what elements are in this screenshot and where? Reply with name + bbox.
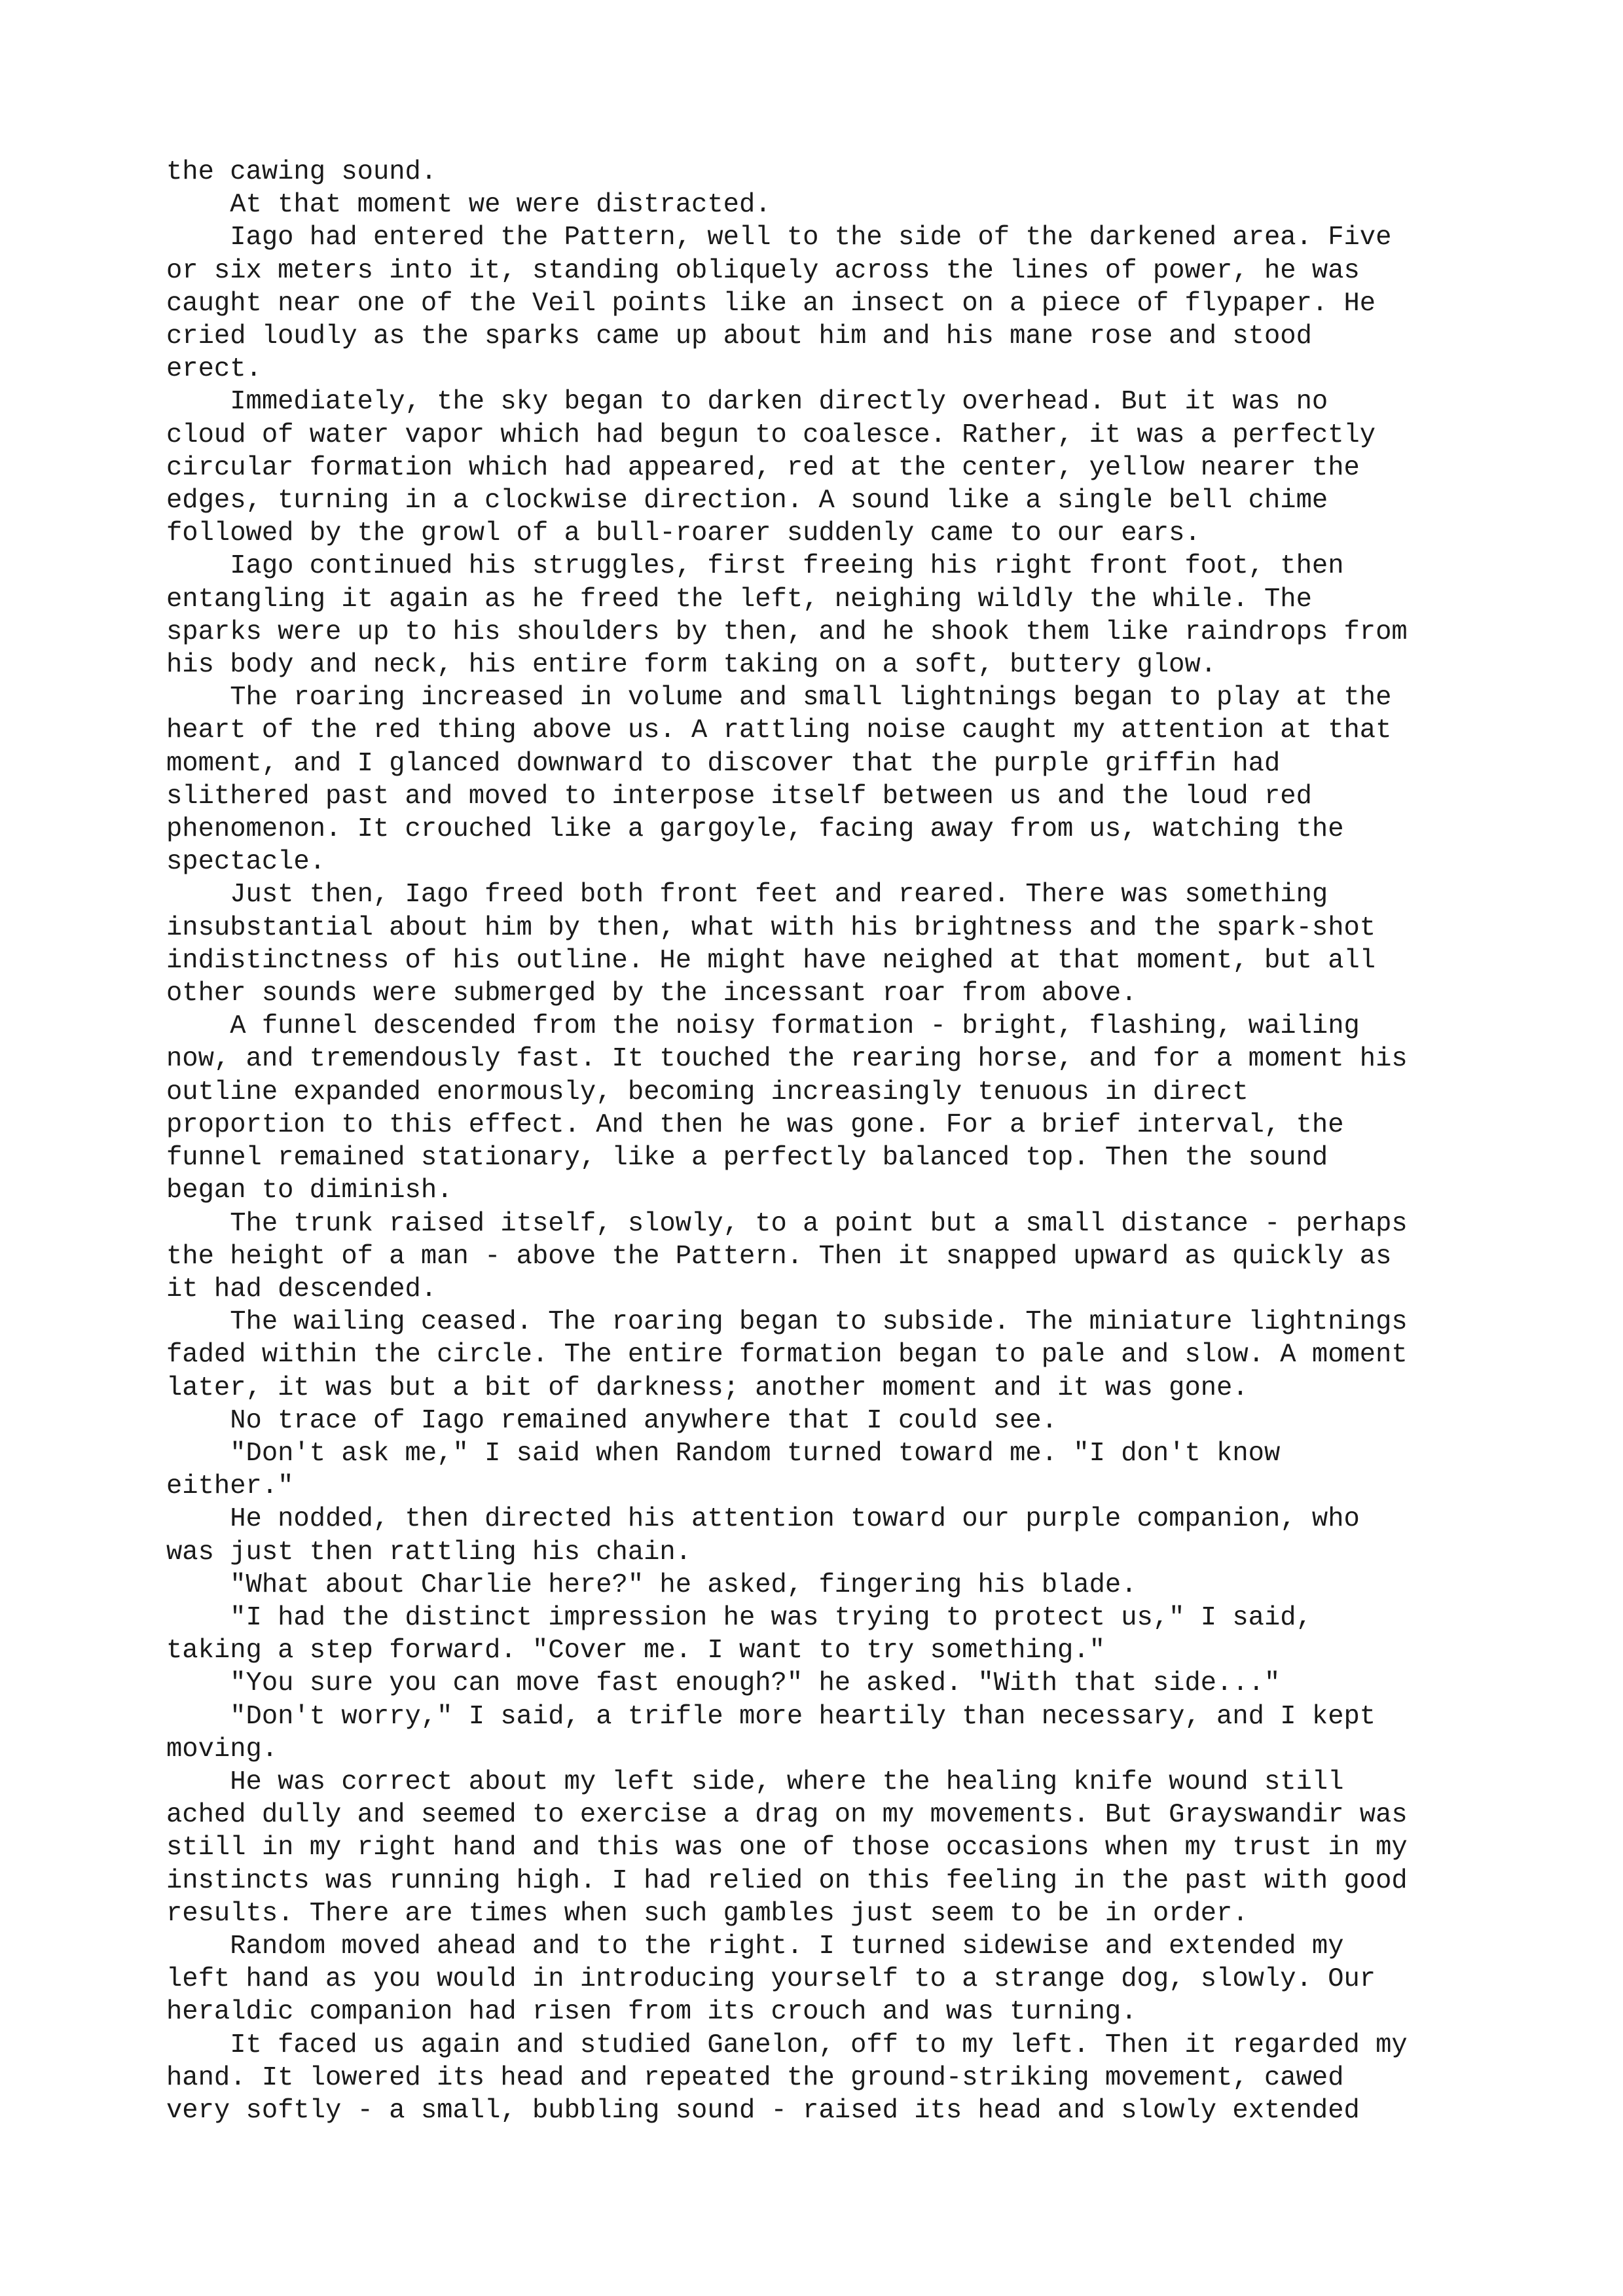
text-line: the height of a man - above the Pattern. Then it snapped upward as quickly as: [166, 1241, 1392, 1272]
text-line: "You sure you can move fast enough?" he asked. "With that side...": [166, 1668, 1281, 1699]
text-line: circular formation which had appeared, red at the center, yellow nearer the: [166, 452, 1360, 483]
text-line: later, it was but a bit of darkness; another moment and it was gone.: [166, 1372, 1249, 1403]
text-line: moving.: [166, 1734, 278, 1765]
text-line: "Don't ask me," I said when Random turned toward me. "I don't know: [166, 1438, 1281, 1469]
text-line: moment, and I glanced downward to discover that the purple griffin had: [166, 748, 1281, 779]
text-line: Iago continued his struggles, first freeing his right front foot, then: [166, 551, 1344, 582]
text-line: "I had the distinct impression he was trying to protect us," I said,: [166, 1602, 1312, 1633]
text-line: cried loudly as the sparks came up about him and his mane rose and stood: [166, 321, 1312, 352]
text-line: spectacle.: [166, 847, 326, 878]
text-line: now, and tremendously fast. It touched the rearing horse, and for a moment his: [166, 1044, 1408, 1075]
text-line: cloud of water vapor which had begun to coalesce. Rather, it was a perfectly: [166, 420, 1376, 450]
text-line: Just then, Iago freed both front feet and reared. There was something: [166, 880, 1328, 910]
text-line: Iago had entered the Pattern, well to the side of the darkened area. Five: [166, 223, 1392, 253]
text-line: other sounds were submerged by the incessant roar from above.: [166, 978, 1137, 1009]
text-line: He nodded, then directed his attention toward our purple companion, who: [166, 1504, 1360, 1535]
text-line: it had descended.: [166, 1274, 437, 1304]
text-line: hand. It lowered its head and repeated the ground-striking movement, cawed: [166, 2062, 1344, 2093]
text-line: insubstantial about him by then, what with his brightness and the spark-shot: [166, 912, 1376, 943]
text-line: It faced us again and studied Ganelon, off to my left. Then it regarded my: [166, 2030, 1408, 2060]
text-line: "What about Charlie here?" he asked, fingering his blade.: [166, 1570, 1137, 1600]
text-line: erect.: [166, 354, 262, 385]
text-line: phenomenon. It crouched like a gargoyle, facing away from us, watching the: [166, 814, 1344, 845]
text-line: proportion to this effect. And then he was gone. For a brief interval, the: [166, 1109, 1344, 1140]
text-line: Immediately, the sky began to darken directly overhead. But it was no: [166, 387, 1328, 418]
text-line: began to diminish.: [166, 1175, 453, 1206]
text-line: followed by the growl of a bull-roarer suddenly came to our ears.: [166, 518, 1201, 549]
text-line: The roaring increased in volume and small lightnings began to play at the: [166, 683, 1392, 713]
text-line: No trace of Iago remained anywhere that I could see.: [166, 1405, 1058, 1436]
text-line: heart of the red thing above us. A rattling noise caught my attention at that: [166, 715, 1392, 746]
text-line: very softly - a small, bubbling sound - raised its head and slowly extended: [166, 2095, 1360, 2126]
text-line: indistinctness of his outline. He might have neighed at that moment, but all: [166, 945, 1376, 976]
text-line: taking a step forward. "Cover me. I want to try something.": [166, 1636, 1105, 1666]
text-line: funnel remained stationary, like a perfectly balanced top. Then the sound: [166, 1143, 1328, 1174]
text-line: edges, turning in a clockwise direction. A sound like a single bell chime: [166, 486, 1328, 516]
text-line: The trunk raised itself, slowly, to a point but a small distance - perhaps: [166, 1208, 1408, 1239]
text-line: He was correct about my left side, where the healing knife wound still: [166, 1767, 1344, 1797]
text-line: still in my right hand and this was one of those occasions when my trust in my: [166, 1833, 1408, 1863]
text-line: The wailing ceased. The roaring began to subside. The miniature lightnings: [166, 1307, 1408, 1338]
text-line: entangling it again as he freed the left, neighing wildly the while. The: [166, 584, 1312, 615]
text-line: Random moved ahead and to the right. I turned sidewise and extended my: [166, 1931, 1344, 1962]
text-line: "Don't worry," I said, a trifle more heartily than necessary, and I kept: [166, 1701, 1376, 1732]
text-line: outline expanded enormously, becoming increasingly tenuous in direct: [166, 1077, 1249, 1107]
text-line: slithered past and moved to interpose itself between us and the loud red: [166, 781, 1312, 812]
text-line: caught near one of the Veil points like an insect on a piece of flypaper. He: [166, 288, 1376, 319]
text-line: sparks were up to his shoulders by then, and he shook them like raindrops from: [166, 617, 1408, 647]
text-line: was just then rattling his chain.: [166, 1537, 692, 1568]
text-line: his body and neck, his entire form taking on a soft, buttery glow.: [166, 650, 1217, 681]
text-line: or six meters into it, standing obliquely across the lines of power, he was: [166, 255, 1360, 286]
text-line: left hand as you would in introducing yourself to a strange dog, slowly. Our: [166, 1964, 1376, 1995]
text-line: faded within the circle. The entire formation began to pale and slow. A moment: [166, 1340, 1408, 1371]
text-line: either.": [166, 1471, 294, 1502]
text-line: the cawing sound.: [166, 157, 437, 187]
text-line: ached dully and seemed to exercise a drag on my movements. But Grayswandir was: [166, 1800, 1408, 1831]
text-line: instincts was running high. I had relied on this feeling in the past with good: [166, 1865, 1408, 1896]
text-line: heraldic companion had risen from its crouch and was turning.: [166, 1997, 1137, 2028]
body-text: [166, 156, 1476, 2127]
text-line: At that moment we were distracted.: [166, 190, 771, 221]
text-line: results. There are times when such gambles just seem to be in order.: [166, 1898, 1249, 1929]
text-line: A funnel descended from the noisy formation - bright, flashing, wailing: [166, 1011, 1360, 1042]
